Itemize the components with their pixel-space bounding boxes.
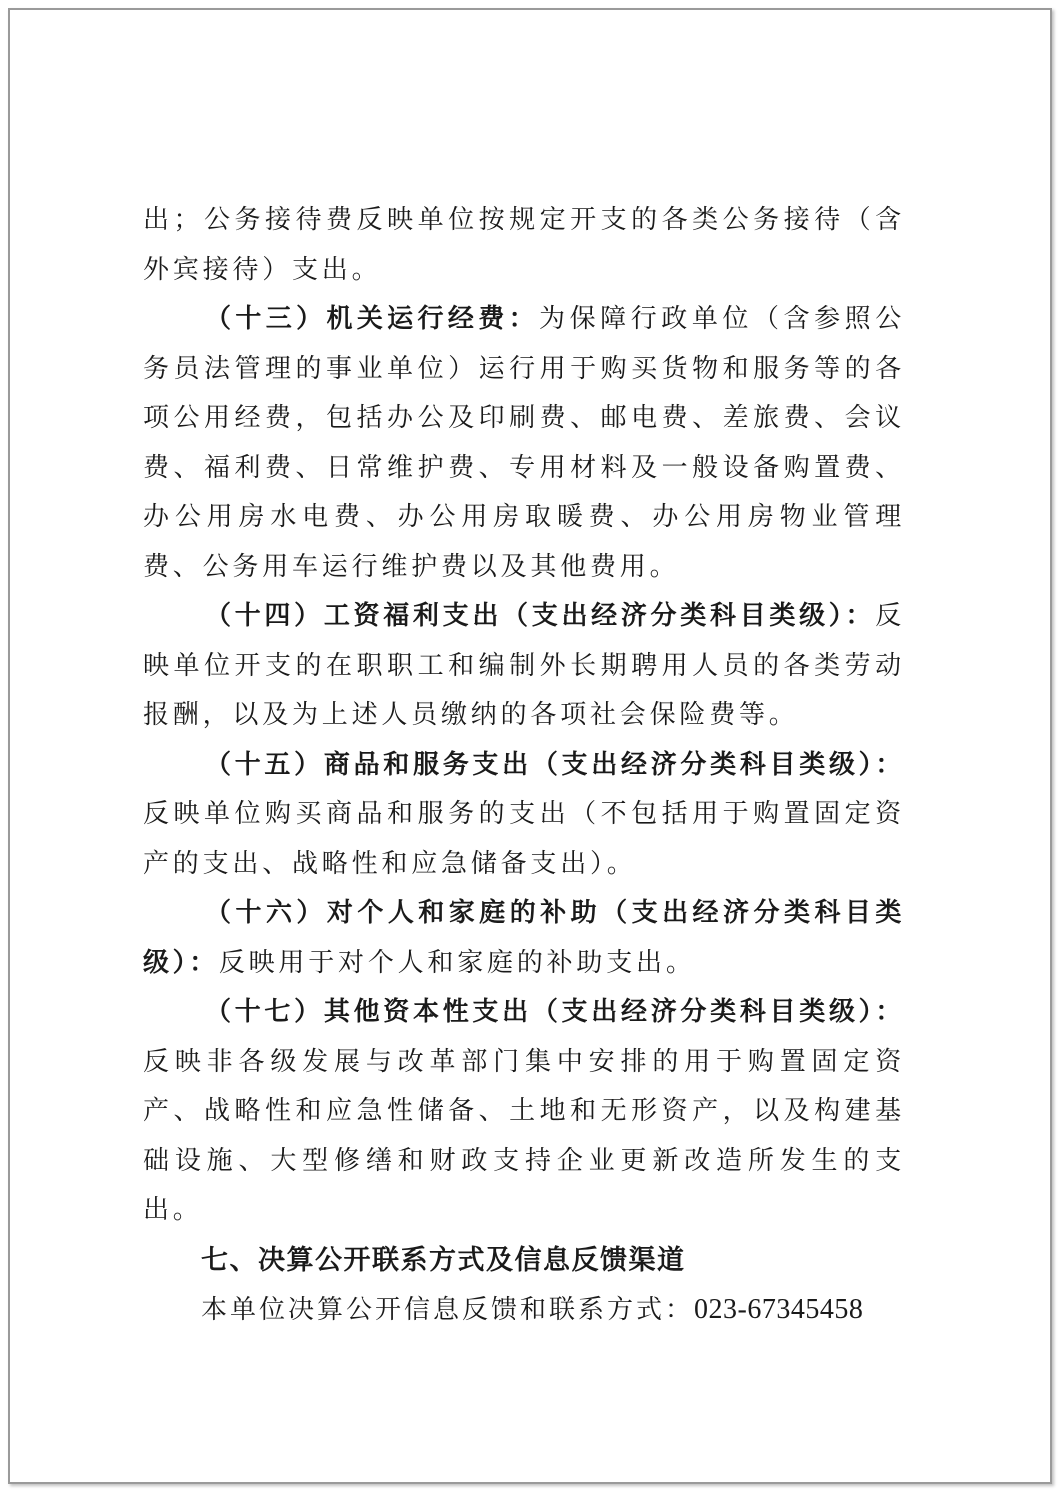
term-definition: 反映用于对个人和家庭的补助支出。 xyxy=(218,947,696,978)
paragraph-item-14 xyxy=(143,592,905,741)
section-heading-contact: 七、决算公开联系方式及信息反馈渠道 xyxy=(201,1244,686,1276)
paragraph-item-17 xyxy=(143,988,905,1236)
document-body xyxy=(143,196,905,1336)
paragraph-item-15 xyxy=(143,741,905,890)
term-definition: 反映非各级发展与改革部门集中安排的用于购置固定资产、战略性和应急性储备、土地和无形资产，以及构建基础设施、大型修缮和财政支持企业更新改造所发生的支出。 xyxy=(143,1046,905,1225)
contact-phone: 023-67345458 xyxy=(694,1294,864,1325)
term-title: （十四）工资福利支出（支出经济分类科目类级）： xyxy=(205,601,876,631)
paragraph-text: 出；公务接待费反映单位按规定开支的各类公务接待（含外宾接待）支出。 xyxy=(143,205,905,285)
paragraph-item-13 xyxy=(143,295,905,592)
term-title: （十五）商品和服务支出（支出经济分类科目类级）： xyxy=(205,749,905,780)
contact-label: 本单位决算公开信息反馈和联系方式： xyxy=(201,1295,695,1325)
term-title: （十三）机关运行经费： xyxy=(205,304,539,334)
contact-line xyxy=(143,1285,905,1336)
term-title: （十六）对个人和家庭的补助（支出经济分类科目类级）： xyxy=(143,898,905,978)
term-definition: 反映单位开支的在职职工和编制外长期聘用人员的各类劳动报酬，以及为上述人员缴纳的各项社会保险费等。 xyxy=(143,601,905,730)
term-definition: 反映单位购买商品和服务的支出（不包括用于购置固定资产的支出、战略性和应急储备支出）。 xyxy=(143,799,905,879)
paragraph-item-16 xyxy=(143,889,905,988)
term-title: （十七）其他资本性支出（支出经济分类科目类级）： xyxy=(205,997,905,1027)
paragraph-reception-fee-continued xyxy=(143,196,905,295)
term-definition: 为保障行政单位（含参照公务员法管理的事业单位）运行用于购买货物和服务等的各项公用经费，包括办公及印刷费、邮电费、差旅费、会议费、福利费、日常维护费、专用材料及一般设备购置费、办公用房水电费、办公用房取暖费、办公用房物业管理费、公务用车运行维护费以及其他费用。 xyxy=(143,304,905,582)
